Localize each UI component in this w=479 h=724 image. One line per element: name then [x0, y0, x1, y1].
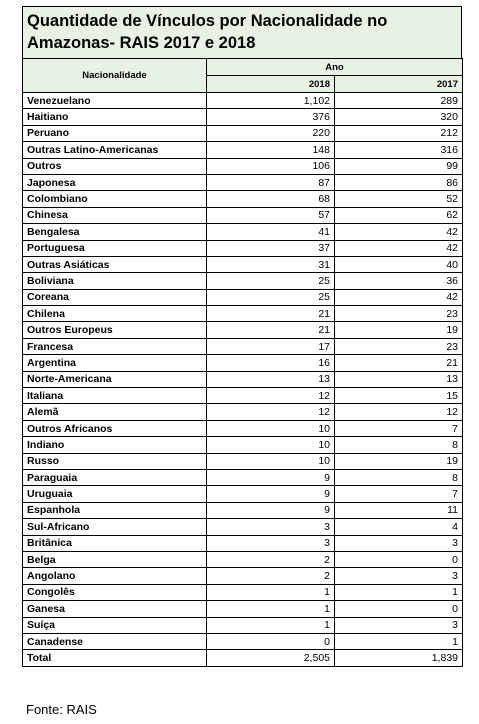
row-2018-cell: 148 [207, 142, 335, 158]
row-2017-cell: 42 [335, 240, 463, 256]
row-2018-cell: 68 [207, 191, 335, 207]
row-name-cell: Boliviana [23, 273, 207, 289]
row-2017-cell: 212 [335, 125, 463, 141]
row-2017-cell: 316 [335, 142, 463, 158]
row-name-cell: Congolês [23, 584, 207, 600]
row-2017-cell: 62 [335, 207, 463, 223]
row-2017-cell: 40 [335, 256, 463, 272]
table-row [23, 453, 463, 469]
row-2018-cell: 16 [207, 355, 335, 371]
table-row [23, 207, 463, 223]
row-2018-cell: 21 [207, 306, 335, 322]
table-row [23, 142, 463, 158]
row-2018-cell: 25 [207, 273, 335, 289]
row-2017-cell: 13 [335, 371, 463, 387]
table-row [23, 601, 463, 617]
table-row [23, 224, 463, 240]
row-2018-cell: 3 [207, 535, 335, 551]
row-2018-cell: 25 [207, 289, 335, 305]
row-name-cell: Chilena [23, 306, 207, 322]
row-2017-cell: 8 [335, 469, 463, 485]
row-2017-cell: 12 [335, 404, 463, 420]
row-2018-cell: 10 [207, 420, 335, 436]
table-row [23, 338, 463, 354]
table-row [23, 109, 463, 125]
table-row [23, 273, 463, 289]
row-name-cell: Belga [23, 551, 207, 567]
total-label: Total [23, 650, 207, 666]
row-2018-cell: 12 [207, 404, 335, 420]
row-name-cell: Italiana [23, 388, 207, 404]
row-2018-cell: 376 [207, 109, 335, 125]
row-name-cell: Ganesa [23, 601, 207, 617]
total-2018: 2,505 [207, 650, 335, 666]
row-name-cell: Russo [23, 453, 207, 469]
row-2018-cell: 0 [207, 633, 335, 649]
table-row [23, 633, 463, 649]
row-2017-cell: 36 [335, 273, 463, 289]
row-2018-cell: 2 [207, 551, 335, 567]
row-2018-cell: 13 [207, 371, 335, 387]
row-name-cell: Francesa [23, 338, 207, 354]
row-name-cell: Argentina [23, 355, 207, 371]
table-row [23, 502, 463, 518]
table-row [23, 256, 463, 272]
header-nationality: Nacionalidade [23, 59, 207, 93]
table-row [23, 437, 463, 453]
row-2017-cell: 19 [335, 453, 463, 469]
row-2017-cell: 320 [335, 109, 463, 125]
table-row [23, 322, 463, 338]
row-2018-cell: 21 [207, 322, 335, 338]
row-2018-cell: 3 [207, 519, 335, 535]
row-name-cell: Outros [23, 158, 207, 174]
row-name-cell: Bengalesa [23, 224, 207, 240]
row-2018-cell: 37 [207, 240, 335, 256]
table-row [23, 240, 463, 256]
row-2018-cell: 220 [207, 125, 335, 141]
row-2017-cell: 4 [335, 519, 463, 535]
row-2018-cell: 9 [207, 502, 335, 518]
row-2018-cell: 106 [207, 158, 335, 174]
row-2017-cell: 0 [335, 601, 463, 617]
nationality-table [22, 58, 463, 667]
row-name-cell: Venezuelano [23, 93, 207, 109]
table-row [23, 371, 463, 387]
row-name-cell: Colombiano [23, 191, 207, 207]
row-name-cell: Suíça [23, 617, 207, 633]
total-row [23, 650, 463, 666]
row-2018-cell: 1,102 [207, 93, 335, 109]
header-2017: 2017 [335, 76, 463, 93]
row-2017-cell: 0 [335, 551, 463, 567]
row-name-cell: Outras Asiáticas [23, 256, 207, 272]
table-row [23, 158, 463, 174]
header-2018: 2018 [207, 76, 335, 93]
row-2018-cell: 1 [207, 617, 335, 633]
row-2017-cell: 99 [335, 158, 463, 174]
row-2017-cell: 7 [335, 486, 463, 502]
title-line-2: Amazonas- RAIS 2017 e 2018 [27, 34, 256, 52]
row-name-cell: Norte-Americana [23, 371, 207, 387]
row-name-cell: Outros Europeus [23, 322, 207, 338]
row-2018-cell: 2 [207, 568, 335, 584]
row-name-cell: Outras Latino-Americanas [23, 142, 207, 158]
row-name-cell: Angolano [23, 568, 207, 584]
table-row [23, 191, 463, 207]
row-2017-cell: 1 [335, 584, 463, 600]
row-2017-cell: 8 [335, 437, 463, 453]
row-2017-cell: 289 [335, 93, 463, 109]
row-2017-cell: 7 [335, 420, 463, 436]
table-title [22, 6, 462, 58]
table-row [23, 420, 463, 436]
table-row [23, 617, 463, 633]
row-2017-cell: 52 [335, 191, 463, 207]
row-2018-cell: 41 [207, 224, 335, 240]
row-2017-cell: 42 [335, 289, 463, 305]
row-name-cell: Paraguaia [23, 469, 207, 485]
row-2017-cell: 42 [335, 224, 463, 240]
row-2017-cell: 3 [335, 617, 463, 633]
row-name-cell: Britânica [23, 535, 207, 551]
table-row [23, 125, 463, 141]
table-row [23, 289, 463, 305]
total-2017: 1,839 [335, 650, 463, 666]
table-row [23, 535, 463, 551]
table-row [23, 388, 463, 404]
row-2017-cell: 19 [335, 322, 463, 338]
title-line-1: Quantidade de Vínculos por Nacionalidade no [27, 12, 388, 30]
row-2017-cell: 23 [335, 306, 463, 322]
row-2018-cell: 10 [207, 437, 335, 453]
row-name-cell: Haitiano [23, 109, 207, 125]
row-2017-cell: 23 [335, 338, 463, 354]
row-name-cell: Japonesa [23, 174, 207, 190]
row-2017-cell: 21 [335, 355, 463, 371]
row-2018-cell: 31 [207, 256, 335, 272]
row-name-cell: Canadense [23, 633, 207, 649]
row-2017-cell: 15 [335, 388, 463, 404]
row-2017-cell: 3 [335, 535, 463, 551]
row-name-cell: Coreana [23, 289, 207, 305]
row-2017-cell: 11 [335, 502, 463, 518]
table-row [23, 469, 463, 485]
row-2018-cell: 17 [207, 338, 335, 354]
row-2018-cell: 10 [207, 453, 335, 469]
row-name-cell: Uruguaia [23, 486, 207, 502]
row-2018-cell: 9 [207, 486, 335, 502]
row-2018-cell: 9 [207, 469, 335, 485]
table-row [23, 306, 463, 322]
row-2017-cell: 1 [335, 633, 463, 649]
row-2018-cell: 1 [207, 584, 335, 600]
row-name-cell: Portuguesa [23, 240, 207, 256]
table-row [23, 404, 463, 420]
row-name-cell: Chinesa [23, 207, 207, 223]
table-row [23, 486, 463, 502]
table-row [23, 355, 463, 371]
table-row [23, 584, 463, 600]
table-body [23, 93, 463, 650]
row-2018-cell: 57 [207, 207, 335, 223]
row-name-cell: Indiano [23, 437, 207, 453]
table-row [23, 174, 463, 190]
table-row [23, 551, 463, 567]
row-2018-cell: 12 [207, 388, 335, 404]
table-row [23, 568, 463, 584]
row-2017-cell: 86 [335, 174, 463, 190]
table-row [23, 93, 463, 109]
table-frame [22, 6, 462, 667]
source-note: Fonte: RAIS [26, 702, 97, 717]
row-name-cell: Outros Africanos [23, 420, 207, 436]
row-name-cell: Sul-Africano [23, 519, 207, 535]
row-2017-cell: 3 [335, 568, 463, 584]
table-row [23, 519, 463, 535]
row-name-cell: Espanhola [23, 502, 207, 518]
row-name-cell: Peruano [23, 125, 207, 141]
header-year-group: Ano [207, 59, 463, 76]
row-2018-cell: 87 [207, 174, 335, 190]
row-2018-cell: 1 [207, 601, 335, 617]
row-name-cell: Alemã [23, 404, 207, 420]
